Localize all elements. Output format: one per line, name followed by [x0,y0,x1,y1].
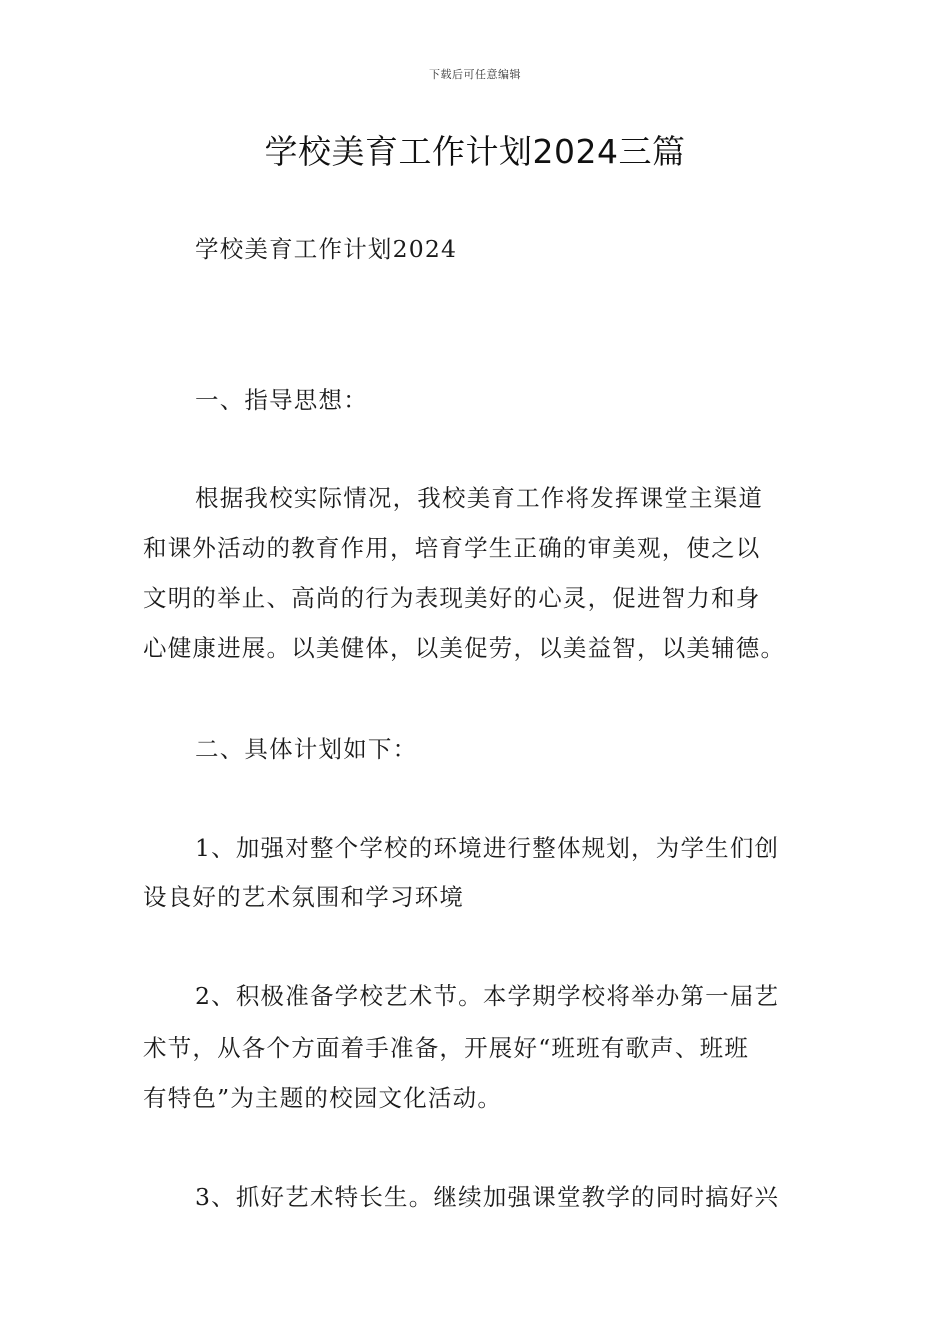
document-subtitle: 学校美育工作计划2024 [195,235,458,263]
paragraph-line: 术节，从各个方面着手准备，开展好“班班有歌声、班班 [143,1034,750,1062]
paragraph-line: 设良好的艺术氛围和学习环境 [143,883,465,911]
document-title: 学校美育工作计划2024三篇 [264,132,686,171]
paragraph-line: 1、加强对整个学校的环境进行整体规划，为学生们创 [195,834,780,862]
paragraph-line: 3、抓好艺术特长生。继续加强课堂教学的同时搞好兴 [195,1183,780,1211]
paragraph-line: 有特色”为主题的校园文化活动。 [143,1084,503,1112]
header-note: 下载后可任意编辑 [429,68,521,81]
paragraph-line: 心健康进展。以美健体，以美促劳，以美益智，以美辅德。 [143,634,786,662]
paragraph-line: 根据我校实际情况，我校美育工作将发挥课堂主渠道 [195,484,764,512]
section-heading-guiding-ideology: 一、指导思想： [195,386,368,414]
paragraph-line: 2、积极准备学校艺术节。本学期学校将举办第一届艺 [195,982,780,1010]
paragraph-line: 和课外活动的教育作用，培育学生正确的审美观，使之以 [143,534,761,562]
paragraph-line: 文明的举止、高尚的行为表现美好的心灵，促进智力和身 [143,584,761,612]
section-heading-specific-plan: 二、具体计划如下： [195,735,418,763]
